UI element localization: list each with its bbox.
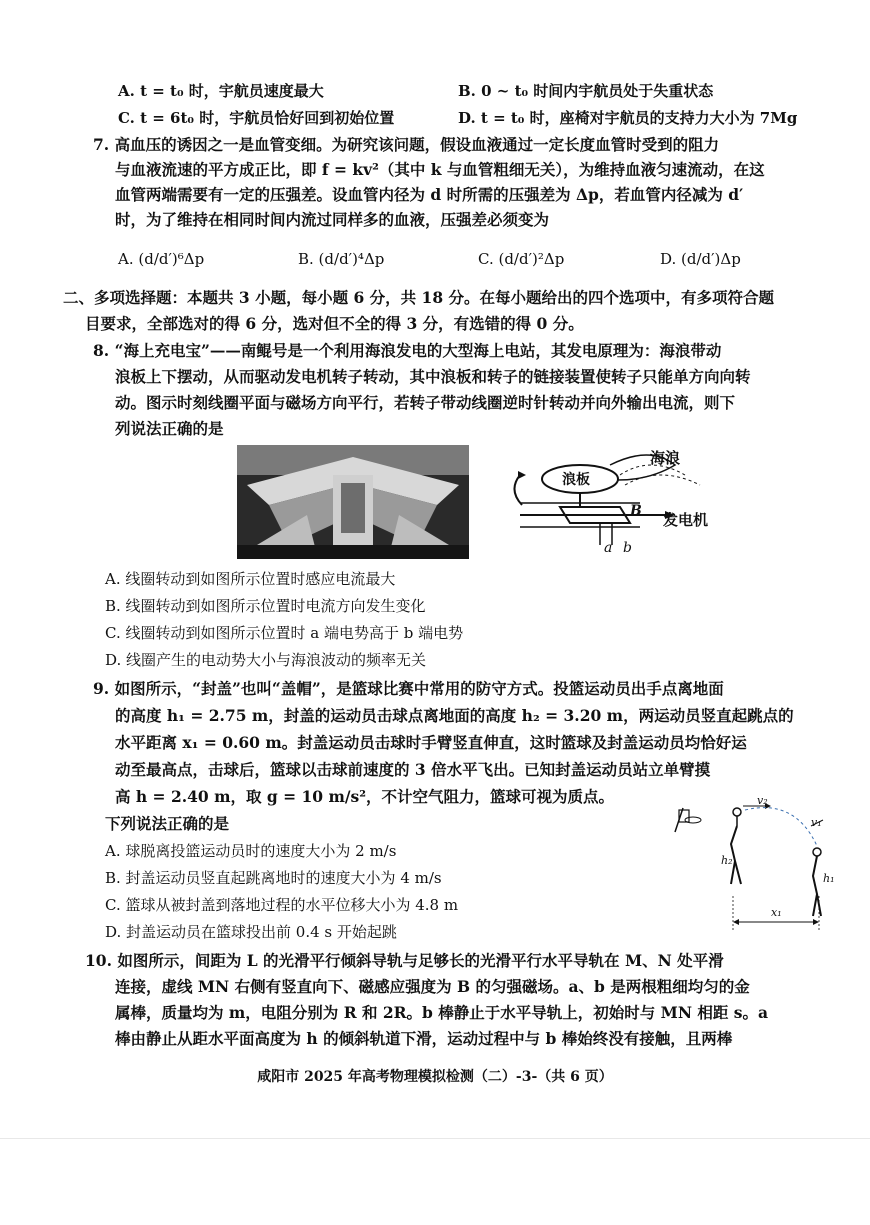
label-v2: v₂ bbox=[757, 794, 768, 807]
q8-line-3: 动。图示时刻线圈平面与磁场方向平行，若转子带动线圈逆时针转动并向外输出电流，则下 bbox=[115, 393, 736, 412]
q7-line-1: 7. 高血压的诱因之一是血管变细。为研究该问题，假设血液通过一定长度血管时受到的阻力 bbox=[93, 135, 720, 154]
q10-line-1: 10. 如图所示，间距为 L 的光滑平行倾斜导轨与足够长的光滑平行水平导轨在 M、N 处平滑 bbox=[85, 951, 724, 970]
q7-option-b: B. (d/d′)⁴Δp bbox=[298, 250, 385, 268]
q10-line-2: 连接，虚线 MN 右侧有竖直向下、磁感应强度为 B 的匀强磁场。a、b 是两根粗细均匀的金 bbox=[115, 977, 750, 996]
q9-option-d: D. 封盖运动员在篮球投出前 0.4 s 开始起跳 bbox=[105, 923, 397, 941]
label-b: b bbox=[623, 540, 632, 556]
label-x1: x₁ bbox=[771, 906, 782, 919]
q7-line-3: 血管两端需要有一定的压强差。设血管内径为 d 时所需的压强差为 Δp，若血管内径减为 d′ bbox=[115, 185, 744, 204]
label-a: a bbox=[604, 540, 613, 556]
label-wave: 海浪 bbox=[650, 449, 681, 467]
q9-line-2: 的高度 h₁ = 2.75 m，封盖的运动员击球点离地面的高度 h₂ = 3.20 m，两运动员竖直起跳点的 bbox=[115, 706, 794, 725]
q6-option-c: C. t = 6t₀ 时，宇航员恰好回到初始位置 bbox=[118, 109, 395, 127]
q7-line-4: 时，为了维持在相同时间内流过同样多的血液，压强差必须变为 bbox=[115, 210, 550, 229]
label-board: 浪板 bbox=[562, 472, 590, 488]
q7-option-c: C. (d/d′)²Δp bbox=[478, 250, 565, 268]
section2-heading-2: 目要求，全部选对的得 6 分，选对但不全的得 3 分，有选错的得 0 分。 bbox=[85, 314, 584, 333]
q9-line-5: 高 h = 2.40 m，取 g = 10 m/s²，不计空气阻力，篮球可视为质点。 bbox=[115, 787, 615, 806]
q9-option-a: A. 球脱离投篮运动员时的速度大小为 2 m/s bbox=[105, 842, 397, 860]
q8-line-4: 列说法正确的是 bbox=[115, 419, 224, 438]
label-field-b: B bbox=[630, 503, 642, 519]
q6-option-a: A. t = t₀ 时，宇航员速度最大 bbox=[118, 82, 324, 100]
page-footer: 咸阳市 2025 年高考物理模拟检测（二）-3-（共 6 页） bbox=[257, 1069, 613, 1085]
label-h2: h₂ bbox=[721, 854, 733, 867]
q8-option-a: A. 线圈转动到如图所示位置时感应电流最大 bbox=[105, 570, 396, 588]
q10-line-3: 属棒，质量均为 m，电阻分别为 R 和 2R。b 棒静止于水平导轨上，初始时与 MN 相距 s。a bbox=[115, 1003, 769, 1022]
q8-option-b: B. 线圈转动到如图所示位置时电流方向发生变化 bbox=[105, 597, 426, 615]
q8-option-c: C. 线圈转动到如图所示位置时 a 端电势高于 b 端电势 bbox=[105, 624, 464, 642]
label-h1: h₁ bbox=[823, 872, 835, 885]
power-station-photo bbox=[237, 445, 469, 559]
q8-option-d: D. 线圈产生的电动势大小与海浪波动的频率无关 bbox=[105, 651, 427, 669]
q10-line-4: 棒由静止从距水平面高度为 h 的倾斜轨道下滑，运动过程中与 b 棒始终没有接触，且两棒 bbox=[115, 1029, 733, 1048]
q9-line-1: 9. 如图所示，“封盖”也叫“盖帽”，是篮球比赛中常用的防守方式。投篮运动员出手点离地面 bbox=[93, 679, 724, 698]
q7-line-2: 与血液流速的平方成正比，即 f = kv²（其中 k 与血管粗细无关），为维持血液匀速流动，在这 bbox=[115, 160, 765, 179]
q9-option-c: C. 篮球从被封盖到落地过程的水平位移大小为 4.8 m bbox=[105, 896, 459, 914]
generator-diagram bbox=[500, 445, 715, 560]
label-v1: v₁ bbox=[811, 816, 822, 829]
q8-line-2: 浪板上下摆动，从而驱动发电机转子转动，其中浪板和转子的链接装置使转子只能单方向向转 bbox=[115, 367, 751, 386]
q6-option-d: D. t = t₀ 时，座椅对宇航员的支持力大小为 7Mg bbox=[458, 109, 798, 127]
q7-option-d: D. (d/d′)Δp bbox=[660, 250, 741, 268]
basketball-block-figure bbox=[665, 796, 845, 934]
label-generator: 发电机 bbox=[663, 511, 709, 529]
q8-line-1: 8. “海上充电宝”——南鲲号是一个利用海浪发电的大型海上电站，其发电原理为：海浪带动 bbox=[93, 341, 722, 360]
q7-option-a: A. (d/d′)⁶Δp bbox=[118, 250, 205, 268]
q9-option-b: B. 封盖运动员竖直起跳离地时的速度大小为 4 m/s bbox=[105, 869, 442, 887]
page-bottom-divider bbox=[0, 1138, 870, 1139]
q9-line-4: 动至最高点，击球后，篮球以击球前速度的 3 倍水平飞出。已知封盖运动员站立单臂摸 bbox=[115, 760, 711, 779]
q9-line-3: 水平距离 x₁ = 0.60 m。封盖运动员击球时手臂竖直伸直，这时篮球及封盖运动员均恰好运 bbox=[115, 733, 747, 752]
section2-heading-1: 二、多项选择题：本题共 3 小题，每小题 6 分，共 18 分。在每小题给出的四个选项中，有多项符合题 bbox=[63, 288, 775, 307]
q6-option-b: B. 0 ~ t₀ 时间内宇航员处于失重状态 bbox=[458, 82, 714, 100]
q9-line-6: 下列说法正确的是 bbox=[105, 814, 230, 833]
